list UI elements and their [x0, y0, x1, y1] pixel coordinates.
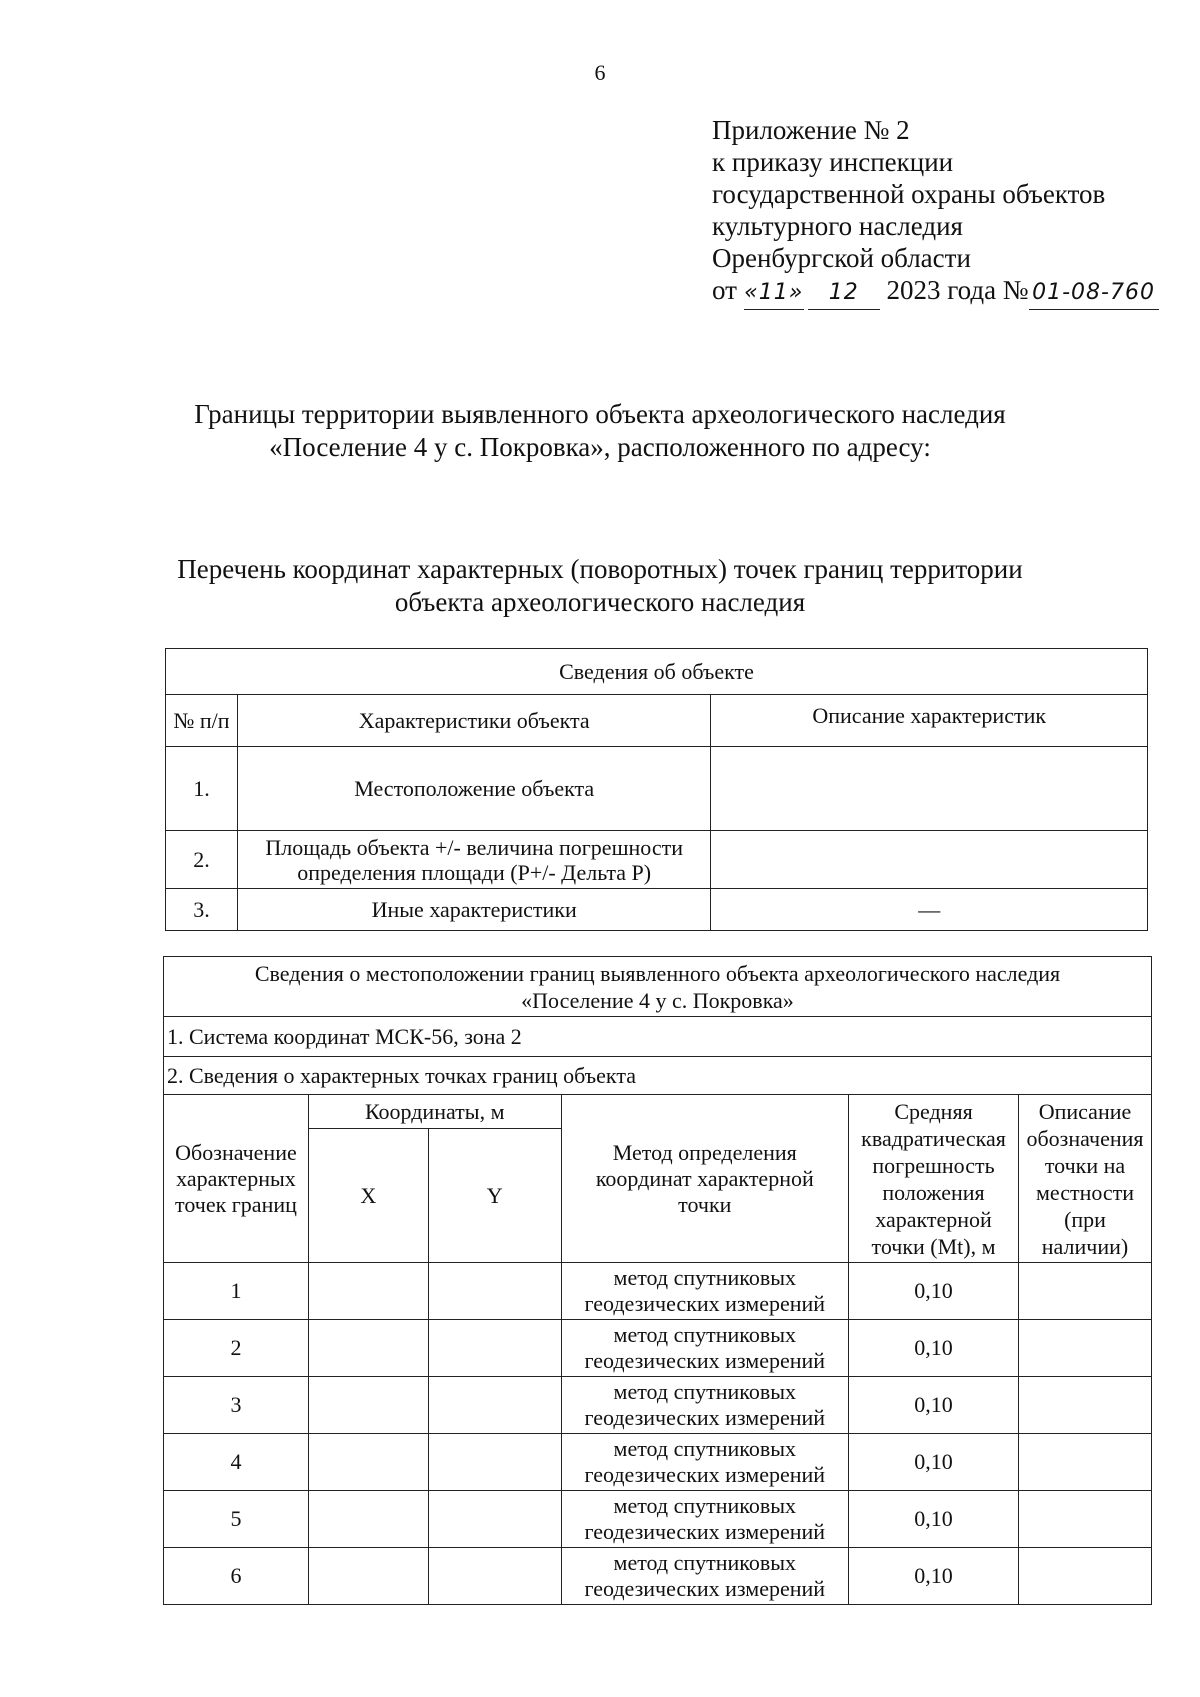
- row-char: Местоположение объекта: [237, 747, 711, 831]
- appendix-line: к приказу инспекции: [712, 147, 954, 177]
- boundary-header-line: Сведения о местоположении границ выявленного объекта археологического наследия: [254, 960, 1061, 986]
- row-desc: [711, 747, 1148, 831]
- subtitle-line: Перечень координат характерных (поворотных) точек границ территории: [177, 554, 1023, 584]
- point-method: [561, 1491, 849, 1548]
- header-line: положения: [882, 1179, 985, 1205]
- col-y-header: Y: [428, 1129, 561, 1263]
- header-line: Описание: [1038, 1098, 1132, 1124]
- table-row: [166, 831, 1148, 889]
- handwritten-order-number: 01-08-760: [1029, 277, 1159, 310]
- year-text: 2023 года №: [886, 275, 1029, 305]
- point-error: 0,10: [849, 1491, 1019, 1548]
- point-x: [308, 1548, 428, 1605]
- table-row: [164, 1263, 1152, 1320]
- header-line: точки: [678, 1191, 732, 1217]
- header-line: Метод определения: [612, 1139, 797, 1165]
- table-row: [164, 1491, 1152, 1548]
- header-line: (при: [1064, 1206, 1106, 1232]
- appendix-line: культурного наследия: [712, 211, 963, 241]
- header-line: Средняя: [894, 1098, 973, 1124]
- row-num: 2.: [166, 831, 238, 889]
- point-desc: [1019, 1263, 1152, 1320]
- method-line: метод спутниковых: [613, 1265, 797, 1290]
- point-y: [428, 1377, 561, 1434]
- header-line: точек границ: [175, 1191, 297, 1217]
- page-number: 6: [594, 60, 606, 85]
- point-y: [428, 1263, 561, 1320]
- point-id: 6: [164, 1548, 309, 1605]
- boundary-header: [164, 957, 1152, 1017]
- row-desc: —: [711, 889, 1148, 931]
- row-char: [237, 831, 711, 889]
- point-id: 4: [164, 1434, 309, 1491]
- header-line: характерной: [875, 1206, 992, 1232]
- header-line: наличии): [1041, 1233, 1129, 1259]
- header-line: квадратическая: [861, 1125, 1006, 1151]
- appendix-line: государственной охраны объектов: [712, 179, 1106, 209]
- method-line: метод спутниковых: [613, 1493, 797, 1518]
- col-desc-header: [1019, 1095, 1152, 1263]
- table-row: [166, 747, 1148, 831]
- point-y: [428, 1491, 561, 1548]
- method-line: геодезических измерений: [584, 1405, 826, 1430]
- method-line: метод спутниковых: [613, 1550, 797, 1575]
- point-y: [428, 1320, 561, 1377]
- subtitle-line: объекта археологического наследия: [394, 587, 806, 617]
- point-error: 0,10: [849, 1263, 1019, 1320]
- method-line: геодезических измерений: [584, 1291, 826, 1316]
- header-line: характерных: [176, 1165, 296, 1191]
- list-subtitle: [0, 553, 1200, 619]
- point-desc: [1019, 1491, 1152, 1548]
- point-error: 0,10: [849, 1320, 1019, 1377]
- method-line: геодезических измерений: [584, 1519, 826, 1544]
- row-char-line: Площадь объекта +/- величина погрешности: [265, 834, 683, 860]
- title-line: Границы территории выявленного объекта археологического наследия: [194, 399, 1006, 429]
- point-y: [428, 1548, 561, 1605]
- point-desc: [1019, 1377, 1152, 1434]
- title-line: «Поселение 4 у с. Покровка», расположенного по адресу:: [269, 432, 931, 462]
- table-row: [164, 1377, 1152, 1434]
- header-line: погрешность: [872, 1152, 995, 1178]
- point-method: [561, 1377, 849, 1434]
- row-char: Иные характеристики: [237, 889, 711, 931]
- point-x: [308, 1320, 428, 1377]
- object-info-table: [165, 648, 1148, 931]
- header-line: точки (Mt), м: [871, 1233, 996, 1259]
- table-row: [164, 1434, 1152, 1491]
- table-row: [164, 1548, 1152, 1605]
- document-title: [0, 398, 1200, 464]
- point-id: 1: [164, 1263, 309, 1320]
- point-error: 0,10: [849, 1548, 1019, 1605]
- col-num-header: № п/п: [166, 695, 238, 747]
- points-section-header: 2. Сведения о характерных точках границ объекта: [164, 1057, 1152, 1095]
- point-y: [428, 1434, 561, 1491]
- point-id: 5: [164, 1491, 309, 1548]
- date-prefix: от: [712, 275, 737, 305]
- point-desc: [1019, 1434, 1152, 1491]
- header-line: местности: [1035, 1179, 1135, 1205]
- row-num: 1.: [166, 747, 238, 831]
- point-method: [561, 1320, 849, 1377]
- point-error: 0,10: [849, 1377, 1019, 1434]
- point-id: 2: [164, 1320, 309, 1377]
- col-x-header: X: [308, 1129, 428, 1263]
- col-coords-header: Координаты, м: [308, 1095, 561, 1129]
- object-info-header: Сведения об объекте: [166, 649, 1148, 695]
- header-line: Обозначение: [175, 1139, 297, 1165]
- row-num: 3.: [166, 889, 238, 931]
- col-method-header: [561, 1095, 849, 1263]
- method-line: метод спутниковых: [613, 1322, 797, 1347]
- point-method: [561, 1263, 849, 1320]
- table-row: [166, 889, 1148, 931]
- col-error-header: [849, 1095, 1019, 1263]
- col-char-header: Характеристики объекта: [237, 695, 711, 747]
- point-id: 3: [164, 1377, 309, 1434]
- appendix-line: Приложение № 2: [712, 115, 910, 145]
- point-desc: [1019, 1548, 1152, 1605]
- appendix-date-line: [712, 274, 1159, 310]
- header-line: обозначения: [1026, 1125, 1144, 1151]
- appendix-line: Оренбургской области: [712, 243, 971, 273]
- col-desc-header: Описание характеристик: [711, 695, 1148, 747]
- method-line: геодезических измерений: [584, 1348, 826, 1373]
- point-method: [561, 1548, 849, 1605]
- point-x: [308, 1491, 428, 1548]
- method-line: метод спутниковых: [613, 1379, 797, 1404]
- row-char-line: определения площади (Р+/- Дельта Р): [297, 859, 652, 885]
- method-line: геодезических измерений: [584, 1462, 826, 1487]
- coordinate-system: 1. Система координат МСК-56, зона 2: [164, 1017, 1152, 1057]
- point-error: 0,10: [849, 1434, 1019, 1491]
- col-point-header: [164, 1095, 309, 1263]
- point-x: [308, 1263, 428, 1320]
- header-line: координат характерной: [595, 1165, 814, 1191]
- method-line: метод спутниковых: [613, 1436, 797, 1461]
- point-method: [561, 1434, 849, 1491]
- table-row: [164, 1320, 1152, 1377]
- boundary-header-line: «Поселение 4 у с. Покровка»: [521, 987, 794, 1013]
- appendix-block: [712, 114, 1159, 310]
- method-line: геодезических измерений: [584, 1576, 826, 1601]
- handwritten-day: «11»: [744, 277, 804, 310]
- boundary-points-table: [163, 956, 1152, 1605]
- handwritten-month: 12: [808, 277, 880, 310]
- point-x: [308, 1434, 428, 1491]
- header-line: точки на: [1044, 1152, 1126, 1178]
- row-desc: [711, 831, 1148, 889]
- point-desc: [1019, 1320, 1152, 1377]
- point-x: [308, 1377, 428, 1434]
